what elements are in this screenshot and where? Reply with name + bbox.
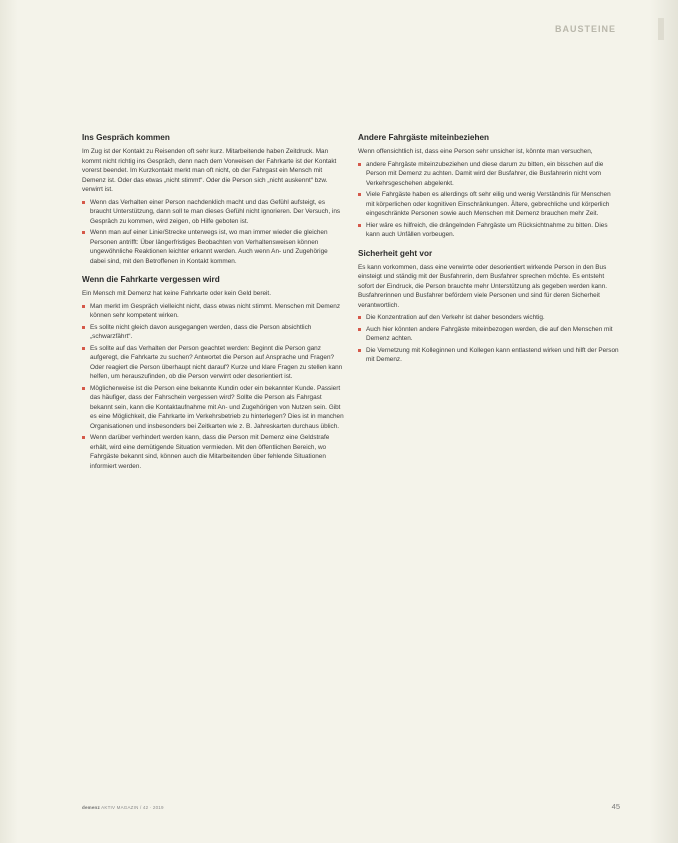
heading-ins-gespraech: Ins Gespräch kommen — [82, 133, 170, 142]
left-column — [82, 132, 344, 479]
bullet-list-ins-gespraech — [82, 198, 344, 267]
right-column — [358, 132, 620, 373]
paragraph-ins-gespraech: Im Zug ist der Kontakt zu Reisenden oft sehr kurz. Mitarbeitende haben Zeitdruck. Man kommt nicht richtig ins Gespräch, denn nach dem Vorweisen der Fahrkarte ist der Kontakt vorerst beendet. Im Kurzkontakt merkt man oft nicht, ob der Fahrgast ein Mensch mit Demenz ist. Oder das etwas „nicht stimmt“. Oder die Person sich „nicht auskennt“ bzw. verwirrt ist. — [82, 148, 337, 193]
paragraph-andere-fahrgaeste: Wenn offensichtlich ist, dass eine Person sehr unsicher ist, könnte man versuchen, — [358, 148, 593, 155]
page-number: 45 — [611, 802, 620, 811]
heading-sicherheit: Sicherheit geht vor — [358, 248, 433, 258]
paragraph-sicherheit: Es kann vorkommen, dass eine verwirrte oder desorientiert wirkende Person in den Bus einsteigt und ständig mit der Busfahrerin, dem Busfahrer sprechen möchte. Es entsteht sofort der Eindruck, die Person brauchte mehr Unterstützung als gegeben werden kann. Busfahrerinnen und Busfahrer befördern viele Personen und sind für deren Sicherheit verantwortlich. — [358, 263, 608, 309]
list-item: Möglicherweise ist die Person eine bekannte Kundin oder ein bekannter Kunde. Passiert das häufiger, dass der Fahrschein vergessen wird? Sollte die Person als Fahrgast bekannt sein, kann die Kontaktaufnahme mit An- und Zugehörigen von Nutzen sein. Gibt es eine Möglichkeit, die Fahrkarte im Verkehrsbetrieb zu hinterlegen? Dies ist in manchen Organisationen und insbesonders bei Zeitkarten wie z. B. Jahreskarten durchaus üblich. — [82, 384, 344, 432]
heading-andere-fahrgaeste: Andere Fahrgäste miteinbeziehen — [358, 133, 490, 142]
paragraph-fahrkarte: Ein Mensch mit Demenz hat keine Fahrkarte oder kein Geld bereit. — [82, 290, 271, 297]
list-item: Es sollte nicht gleich davon ausgegangen werden, dass die Person absichtlich „schwarzfährt“. — [82, 323, 344, 342]
list-item: Es sollte auf das Verhalten der Person geachtet werden: Beginnt die Person ganz aufgeregt, die Fahrkarte zu suchen? Antwortet die Person auf Ansprache und Fragen? Oder reagiert die Person überhaupt nicht darauf? Kurze und klare Fragen zu stellen kann helfen, um herauszufinden, ob die Person verwirrt oder desorientiert ist. — [82, 344, 344, 382]
bullet-list-andere-fahrgaeste — [358, 160, 620, 240]
footer-brand: demenz — [82, 805, 100, 810]
section-label: BAUSTEINE — [554, 24, 616, 34]
list-item: Auch hier könnten andere Fahrgäste miteinbezogen werden, die auf den Menschen mit Demenz achten. — [358, 325, 620, 344]
list-item: Die Vernetzung mit Kolleginnen und Kollegen kann entlastend wirken und hilft der Person mit Demenz. — [358, 346, 620, 365]
list-item: Wenn darüber verhindert werden kann, dass die Person mit Demenz eine Geldstrafe erhält, wird eine demütigende Situation vermieden. Mit den öffentlichen Bereich, wo Fahrgäste bekannt sind, können auch die Mitarbeitenden über fehlende Situationen informiert werden. — [82, 433, 344, 471]
bullet-list-fahrkarte — [82, 302, 344, 472]
list-item: Die Konzentration auf den Verkehr ist daher besonders wichtig. — [358, 313, 620, 323]
footer-publication — [82, 805, 164, 810]
list-item: Man merkt im Gespräch vielleicht nicht, dass etwas nicht stimmt. Menschen mit Demenz können sehr kompetent wirken. — [82, 302, 344, 321]
list-item: andere Fahrgäste miteinzubeziehen und diese darum zu bitten, ein bisschen auf die Person mit Demenz zu achten. Damit wird der Busfahrer, die Busfahrerin nicht vom Verkehrsgeschehen abgelenkt. — [358, 160, 620, 189]
list-item: Viele Fahrgäste haben es allerdings oft sehr eilig und wenig Verständnis für Menschen mit körperlichen oder kognitiven Einschränkungen. Ältere, gebrechliche und körperlich eingeschränkte Personen sowie auch Menschen mit Demenz brauchen mehr Zeit. — [358, 190, 620, 219]
list-item: Wenn man auf einer Linie/Strecke unterwegs ist, wo man immer wieder die gleichen Personen antrifft: Über längerfristiges Beobachten von Verhaltensweisen können ungewöhnliche Reaktionen leichter erkannt werden. Auch wenn An- und Zugehörige dabei sind, mit den Betroffenen in Kontakt kommen. — [82, 228, 344, 266]
heading-fahrkarte: Wenn die Fahrkarte vergessen wird — [82, 275, 220, 284]
bullet-list-sicherheit — [358, 313, 620, 365]
list-item: Hier wäre es hilfreich, die drängelnden Fahrgäste um Rücksichtnahme zu bitten. Dies kann auch Unfällen vorbeugen. — [358, 221, 620, 240]
page-edge-marker — [658, 18, 664, 40]
list-item: Wenn das Verhalten einer Person nachdenklich macht und das Gefühl aufsteigt, es braucht Unterstützung, dann soll te man dieses Gefühl nicht ignorieren. Der Versuch, ins Gespräch zu kommen, wird zeigen, ob Hilfe geboten ist. — [82, 198, 344, 227]
footer-issue: AKTIV MAGAZIN / 42 · 2019 — [101, 805, 164, 810]
